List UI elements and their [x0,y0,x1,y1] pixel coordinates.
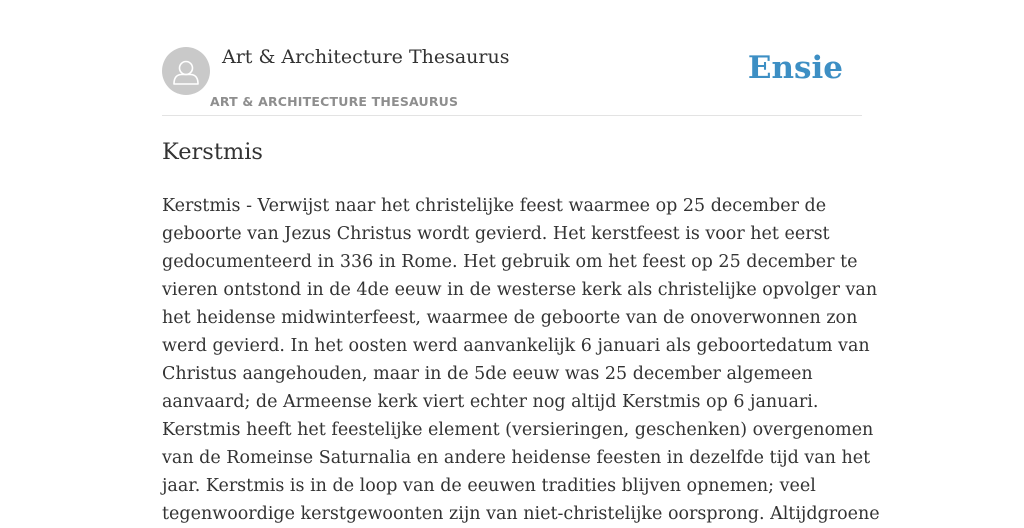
brand-logo[interactable]: Ensie [747,50,843,86]
article-line: het heidense midwinterfeest, waarmee de geboorte van de onoverwonnen zon [162,308,858,328]
article-line: geboorte van Jezus Christus wordt gevierd. Het kerstfeest is voor het eerst [162,224,830,244]
article-line: Christus aangehouden, maar in de 5de eeuw was 25 december algemeen [162,364,813,384]
page-title: Kerstmis [162,139,263,165]
avatar[interactable] [162,47,210,95]
article-line: van de Romeinse Saturnalia en andere heidense feesten in dezelfde tijd van het [162,448,871,468]
article-line: werd gevierd. In het oosten werd aanvankelijk 6 januari als geboortedatum van [162,336,870,356]
article-line: vieren ontstond in de 4de eeuw in de westerse kerk als christelijke opvolger van [162,280,878,300]
article-line: gedocumenteerd in 336 in Rome. Het gebruik om het feest op 25 december te [162,252,858,272]
article-line: jaar. Kerstmis is in de loop van de eeuwen tradities blijven opnemen; veel [162,476,816,496]
article-line: Kerstmis heeft het feestelijke element (versieringen, geschenken) overgenomen [162,420,874,440]
author-source[interactable]: ART & ARCHITECTURE THESAURUS [210,94,459,109]
article-line: aanvaard; de Armeense kerk viert echter nog altijd Kerstmis op 6 januari. [162,392,819,412]
article-header [162,44,862,116]
article-line: tegenwoordige kerstgewoonten zijn van niet-christelijke oorsprong. Altijdgroene [162,504,880,524]
author-name[interactable]: Art & Architecture Thesaurus [222,46,510,68]
user-silhouette-icon [162,47,210,95]
article-body [162,192,880,528]
article-line: Kerstmis - Verwijst naar het christelijke feest waarmee op 25 december de [162,196,827,216]
